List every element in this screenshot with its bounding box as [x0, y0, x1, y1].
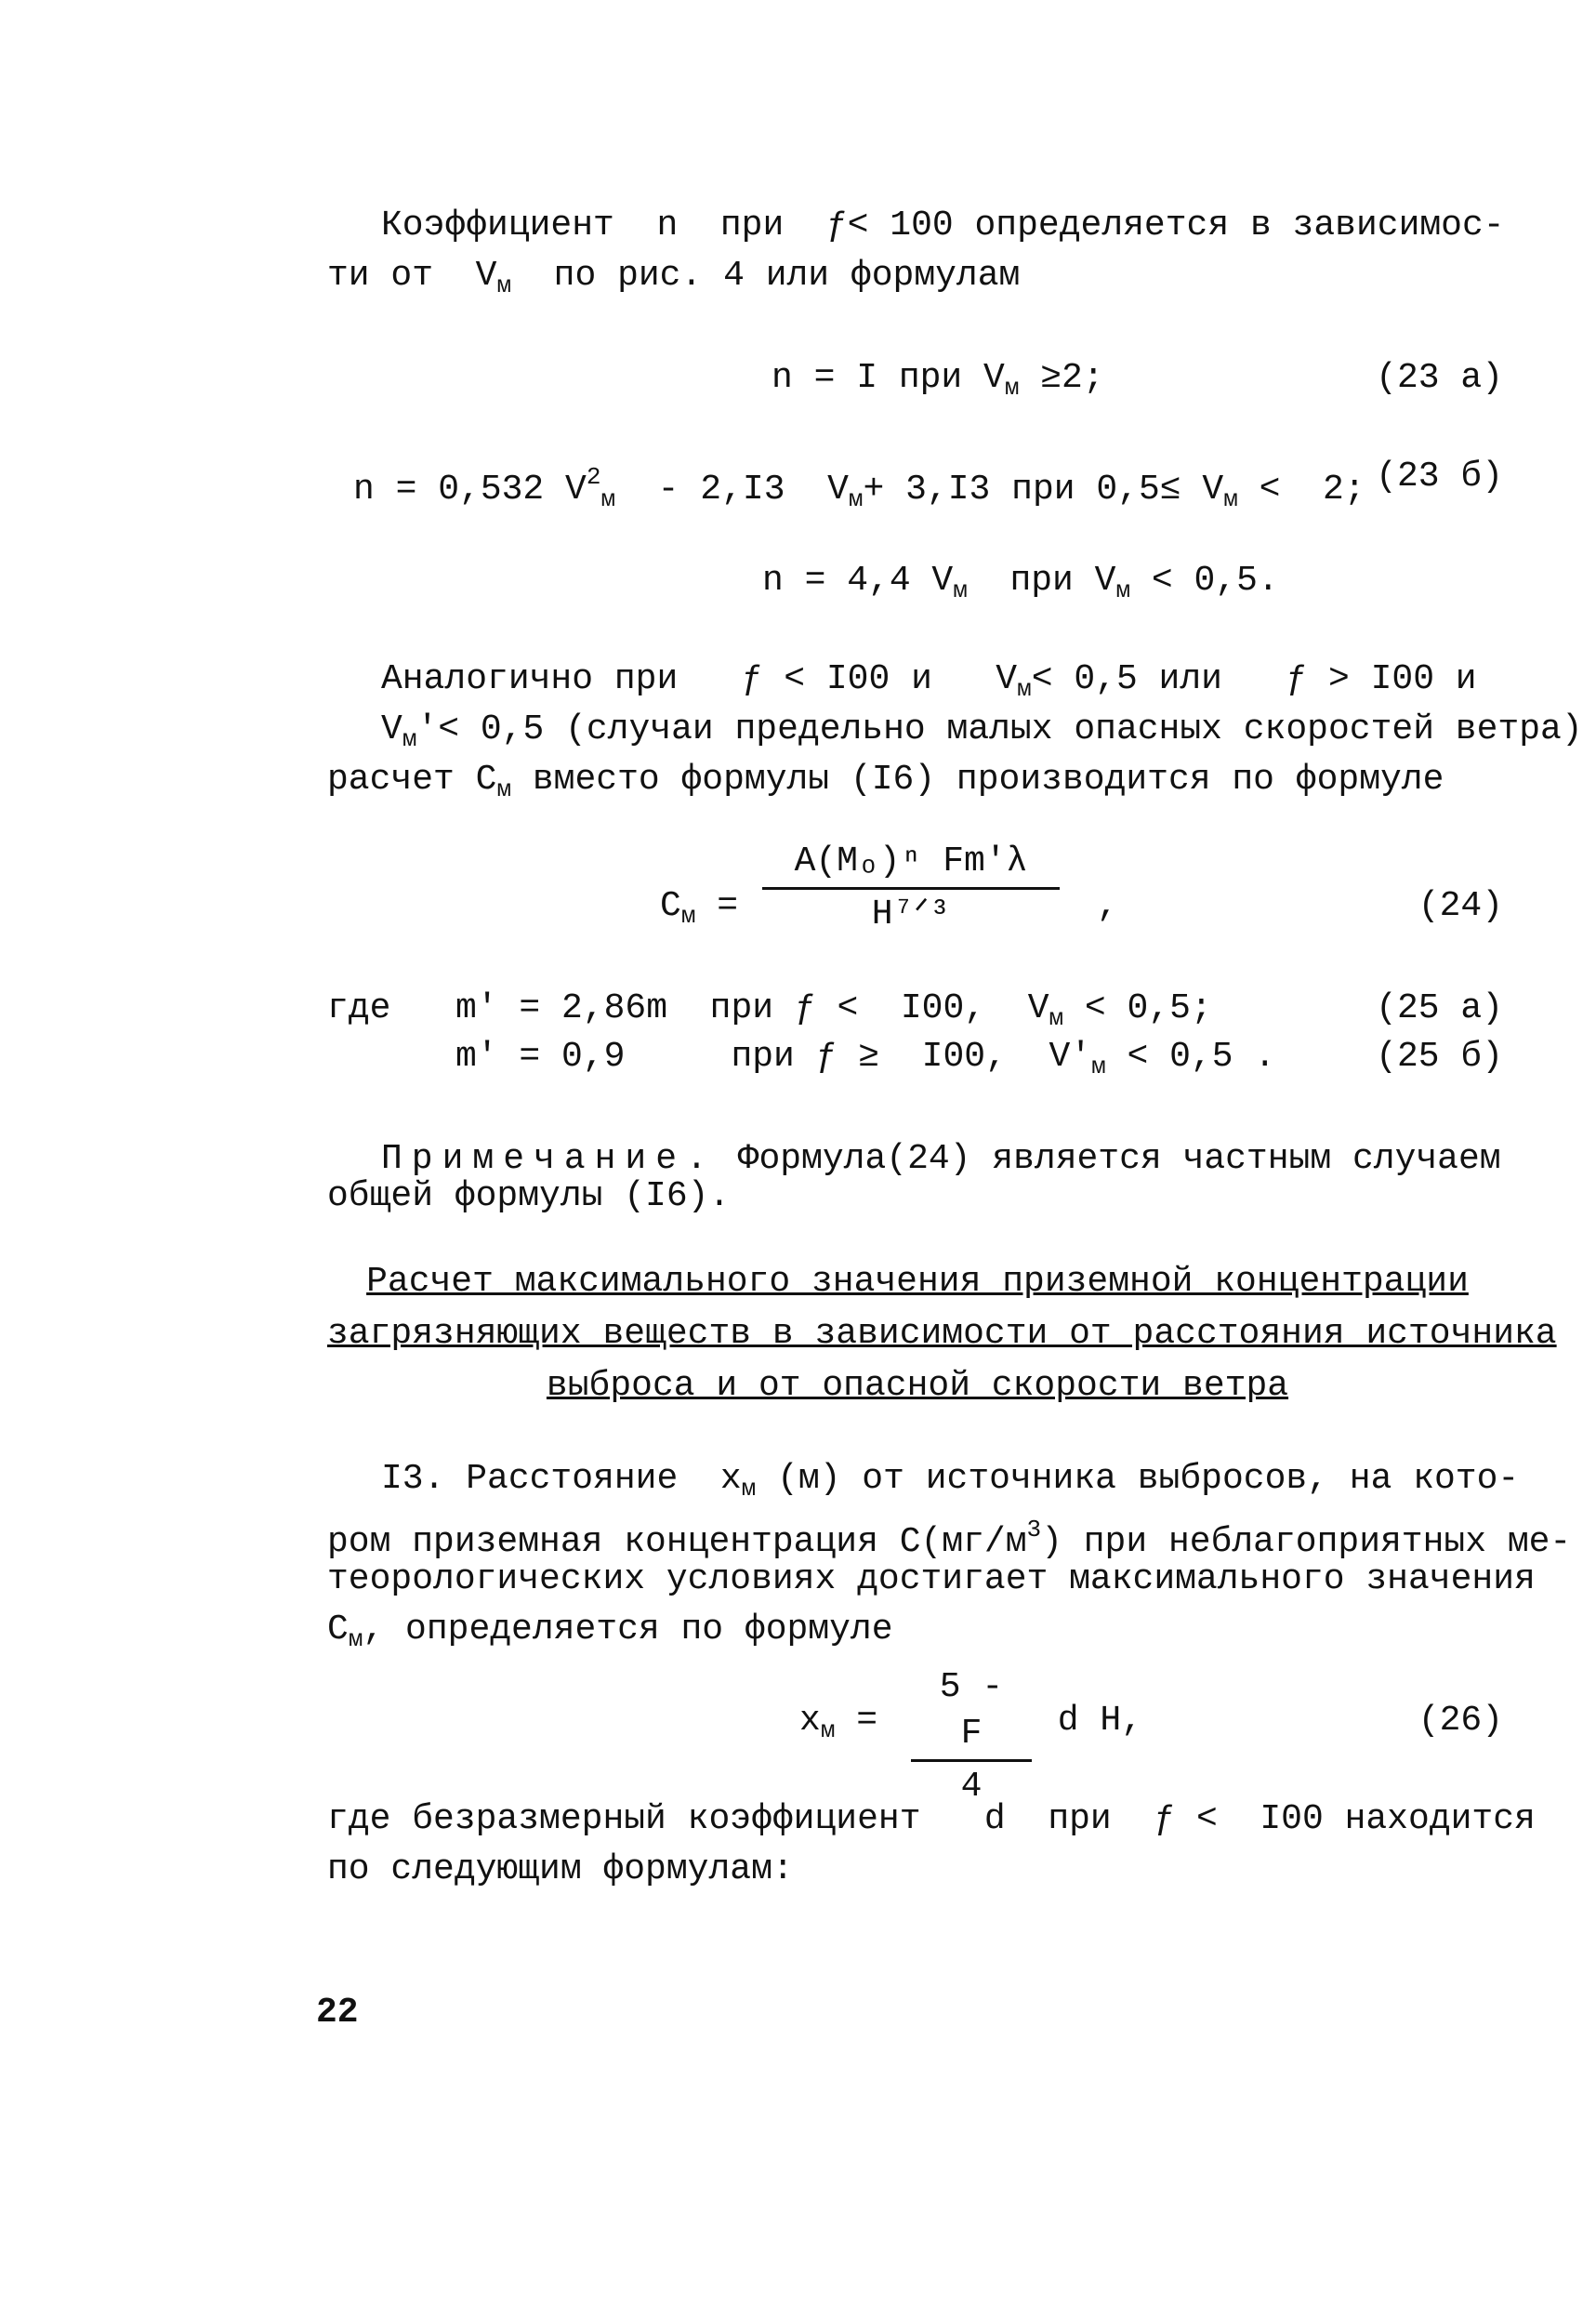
section-heading-line1: Расчет максимального значения приземной концентрации [366, 1262, 1469, 1302]
equation-26-number: (26) [1418, 1701, 1503, 1741]
page-number: 22 [316, 1993, 359, 2033]
para2-line3: расчет $C_м$ вместо формулы (I6) производится по формуле [327, 760, 1444, 803]
equation-26-rhs: d H, [1036, 1701, 1143, 1741]
equation-23a-number: (23 а) [1376, 358, 1503, 398]
fraction-bar [911, 1759, 1032, 1762]
equation-23b: n = 0,532 $V^2_м - 2,I3$ $V_м+ 3,I3$ при $0,5\le V_м < 2$; [353, 463, 1365, 513]
para2-line1: Аналогично при ƒ < I00 и $V_м< 0,5$ или ƒ > I00 и [381, 659, 1477, 703]
para1-line1: Коэффициент n при ƒ< 100 определяется в зависимос- [381, 205, 1505, 245]
equation-26-numerator: 5 - F [939, 1667, 1004, 1754]
equation-26-lhs: $x_м$ = [799, 1701, 878, 1744]
where-label: где [327, 988, 391, 1028]
para2-line2: $V_м'< 0,5$ (случаи предельно малых опасных скоростей ветра) [381, 709, 1583, 753]
equation-24-number: (24) [1418, 886, 1503, 926]
equation-23c: n = 4,4 $V_м$ при $V_м < 0,5$. [762, 561, 1279, 604]
equation-25a: m' = 2,86m при ƒ < I00, $V_м < 0,5$; [455, 988, 1212, 1032]
para4-line1: где безразмерный коэффициент d при ƒ < I00 находится [327, 1799, 1536, 1839]
equation-24-denominator: H⁷ᐟ³ [871, 894, 951, 934]
equation-26-denominator: 4 [960, 1767, 983, 1807]
equation-23a: n = I при $V_м \ge 2$; [772, 358, 1104, 402]
note-line2: общей формулы (I6). [327, 1176, 731, 1216]
para3-line1: I3. Расстояние $x_м$ (м) от источника выбросов, на кото- [381, 1459, 1520, 1503]
para4-line2: по следующим формулам: [327, 1849, 794, 1889]
fraction-bar [762, 887, 1060, 890]
section-heading-line2: загрязняющих веществ в зависимости от расстояния источника [327, 1314, 1557, 1354]
equation-26-fraction [911, 1664, 1032, 1810]
para3-line4: $C_м$, определяется по формуле [327, 1609, 893, 1653]
equation-25b-number: (25 б) [1376, 1037, 1503, 1077]
equation-24-comma: , [1097, 886, 1118, 926]
para3-line2: ром приземная концентрация $C(мг/м^3)$ при неблагоприятных ме- [327, 1516, 1572, 1562]
equation-23b-number: (23 б) [1376, 457, 1503, 497]
para3-line3: теорологических условиях достигает максимального значения [327, 1559, 1536, 1599]
equation-24-fraction [762, 839, 1060, 938]
equation-24-numerator: A(Mₒ)ⁿ Fm'λ [794, 841, 1028, 881]
note-line1: Примечание. Формула(24) является частным случаем [381, 1139, 1501, 1179]
section-heading-line3: выброса и от опасной скорости ветра [546, 1366, 1289, 1406]
para1-line2: ти от $V_м$ по рис. 4 или формулам [327, 256, 1021, 299]
equation-25a-number: (25 а) [1376, 988, 1503, 1028]
note-label: Примечание. [381, 1139, 717, 1179]
equation-24-lhs: $C_м$ = [660, 886, 739, 930]
equation-25b: m' = 0,9 при ƒ ≥ I00, $V'_м < 0,5$ . [455, 1037, 1276, 1080]
